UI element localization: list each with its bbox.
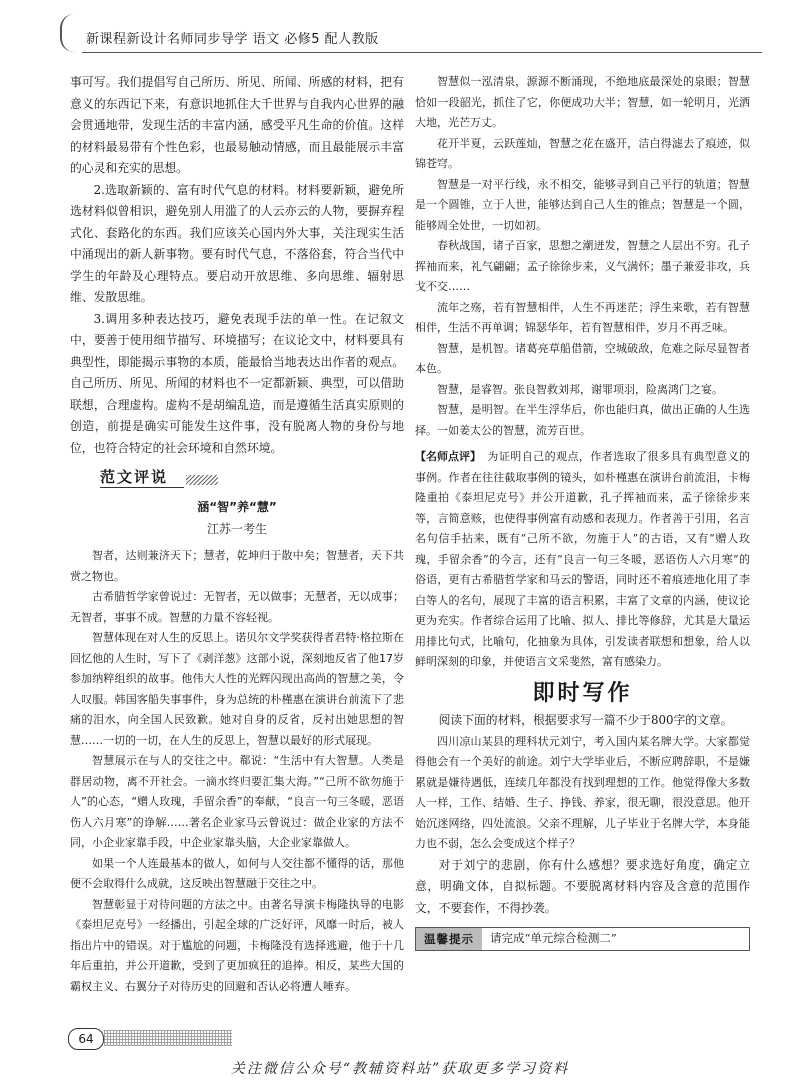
right-column [415,72,750,951]
essay-paragraph: 智者，达则兼济天下；慧者，乾坤归于散中矣；智慧者，天下共赏之物也。 [70,549,404,583]
tips-box [415,927,750,951]
page-header [62,14,762,58]
section-heading-model-essay [100,467,404,493]
essay-paragraph: 智慧，是明智。在半生浮华后，你也能归真，做出正确的人生选择。一如姜太公的智慧，流芳百世。 [415,403,750,437]
essay-paragraph: 春秋战国，诸子百家，思想之潮迸发，智慧之人层出不穷。孔子挥袖而来，礼气翩翩；孟子徐徐步来，义气满怀；墨子兼爱非攻，兵戈不交…… [415,239,750,293]
writing-section-heading: 即时写作 [532,680,633,706]
teacher-comment-tag: 【名师点评】 [415,450,481,463]
footer-note: 关注微信公众号“教辅资料站”获取更多学习资料 [230,1061,570,1077]
essay-paragraph: 古希腊哲学家曾说过：无智者，无以做事；无慧者，无以成事；无智者，事事不成。智慧的力量不容轻视。 [70,590,404,624]
teacher-comment [415,447,750,673]
tips-label: 温馨提示 [416,928,482,950]
essay-title: 涵“智”养“慧” [197,500,277,514]
essay-paragraph: 智慧展示在与人的交往之中。郗说：“生活中有大智慧。人类是群居动物，离不开社会。一滴水终归要汇集大海。”“己所不欲勿施于人”的心态，“赠人玫瑰，手留余香”的奉献，“良言一句三冬暖，恶语伤人六月寒”的诤解……著名企业家马云曾说过：做企业家的方法不同，小企业家靠手段，中企业家靠头脑，大企业家靠做人。 [70,754,404,849]
essay-paragraph: 智慧似一泓清泉，源源不断涌现，不绝地底最深处的泉眼；智慧恰如一段韶光，抓住了它，你便成功大半；智慧，如一轮明月，光洒大地，光芒万丈。 [415,75,750,129]
essay-paragraph: 流年之殇，若有智慧相伴，人生不再迷茫；浮生来歌，若有智慧相伴，生活不再单调；锦瑟华年，若有智慧相伴，岁月不再乏味。 [415,300,750,334]
essay-paragraph: 智慧，是睿智。张良智救刘邦，谢罪项羽，险离鸿门之宴。 [437,382,723,396]
essay-paragraph: 智慧，是机智。诸葛亮草船借箭，空城破敌，危难之际尽显智者本色。 [415,341,750,375]
essay-paragraph: 如果一个人连最基本的做人，如何与人交往都不懂得的话，那他便不会取得什么成就，这反映出智慧融于交往之中。 [70,856,404,890]
left-column [70,72,404,997]
writing-requirement: 对于刘宁的悲剧，你有什么感想？要求选好角度，确定立意，明确文体，自拟标题。不要脱离材料内容及含意的范围作文，不要套作，不得抄袭。 [415,857,750,915]
header-rule [82,52,762,53]
writing-material: 四川凉山某县的理科状元刘宁，考入国内某名牌大学。大家都觉得他会有一个美好的前途。刘宁大学毕业后，不断应聘辞职，不是嫌累就是嫌待遇低，连续几年都没有找到理想的工作。他觉得像大多数人一样，工作、结婚、生子、挣钱、养家，很无聊，很没意思。他开始沉迷网络，四处流浪。父亲不理解，儿子毕业于名牌大学，本身能力也不弱，怎么会变成这个样子？ [415,734,750,850]
essay-author: 江苏一考生 [206,521,267,536]
essay-paragraph: 花开半夏，云跃莲灿，智慧之花在盛开，洁白得滤去了痕迹，似锦苍穹。 [415,136,750,170]
essay-paragraph: 智慧彰显于对待问题的方法之中。由著名导演卡梅隆执导的电影《泰坦尼克号》一经播出，引起全球的广泛好评，风靡一时后，被人指出片中的错误。对于尴尬的问题，卡梅隆没有选择逃避，他于十几年后重拍，并公开道歉，受到了更加疯狂的追捧。相反，某些大国的霸权主义、右翼分子对待历史的回避和否认必将遭人唾弃。 [70,897,404,993]
intro-paragraph: 事可写。我们提倡写自己所历、所见、所闻、所感的材料，把有意义的东西记下来，有意识地抓住大千世界与自我内心世界的融会贯通地带，发现生活的丰富内涵，感受平凡生命的价值。这样的材料最易带有个性色彩，也最易触动情感，而且最能展示丰富的心灵和充实的思想。 [70,75,404,175]
page-number-hatch [104,1030,232,1046]
writing-paragraph: 阅读下面的材料，根据要求写一篇不少于800字的文章。 [438,713,733,727]
intro-paragraph: 3.调用多种表达技巧，避免表现手法的单一性。在记叙文中，要善于使用细节描写、环境描写；在议论文中，材料要具有典型性，即能揭示事物的本质，能最恰当地表达出作者的观点。自己所历、所见、所闻的材料也不一定都新颖、典型，可以借助联想，合理虚构。虚构不是胡编乱造，而是遵循生活真实原则的创造，前提是确实可能发生这件事，没有脱离人物的身份与地位，也符合特定的社会环境和自然环境。 [70,311,404,455]
essay-paragraph: 智慧体现在对人生的反思上。诺贝尔文学奖获得者君特·格拉斯在回忆他的人生时，写下了《剥洋葱》这部小说，深刻地反省了他17岁参加纳粹组织的故事。他伟大人性的光辉闪现出高尚的智慧之美，令人叹服。韩国客船失事事件，身为总统的朴槿惠在演讲台前流下了悲痛的泪水，向全国人民致歉。她对自身的反省，反衬出她思想的智慧……一切的一切，在人生的反思上，智慧以最好的形式展现。 [70,631,404,747]
section-heading-underline [100,487,184,488]
section-heading-hatch [186,475,218,485]
intro-paragraph: 2.选取新颖的、富有时代气息的材料。材料要新颖，避免所选材料似曾相识，避免别人用滥了的人云亦云的人物，要摒弃程式化、套路化的东西。我们应该关心国内外大事，关注现实生活中涌现出的新人新事物。要有时代气息，不落俗套，符合当代中学生的年龄及心理特点。要启动开放思维、多向思维、辐射思维、发散思维。 [70,182,404,304]
header-bracket [60,14,76,52]
header-title: 新课程新设计名师同步导学 语文 必修5 配人教版 [86,32,379,47]
section-heading-label: 范文评说 [100,468,169,486]
tips-text: 请完成“单元综合检测二” [490,931,617,946]
essay-paragraph: 智慧是一对平行线，永不相交，能够寻到自己平行的轨道；智慧是一个圆锥，立于人世，能够达到自己人生的锥点；智慧是一个圆，能够周全处世，一切如初。 [415,177,750,232]
teacher-comment-text: 为证明自己的观点，作者选取了很多具有典型意义的事例。作者在往往截取事例的镜头，如朴槿惠在演讲台前流泪，卡梅隆重拍《泰坦尼克号》并公开道歉，孔子挥袖而来，孟子徐徐步来等，言简意赅，也使得事例富有动感和表现力。作者善于引用，名言名句信手拈来，既有“己所不欲，勿施于人”的古语，又有“赠人玫瑰，手留余香”的今言，还有“良言一句三冬暖，恶语伤人六月寒”的俗语，更有古希腊哲学家和马云的警语，同时还不着痕迹地化用了李白等人的名句，展现了丰富的语言积累，丰富了文章的内涵，使议论更为充实。作者综合运用了比喻、拟人、排比等修辞，尤其是大量运用排比句式，比喻句，化抽象为具体，引发读者联想和想象，给人以鲜明深刻的印象，并使语言文采斐然，富有感染力。 [415,450,750,668]
page-number: 64 [68,1028,104,1050]
